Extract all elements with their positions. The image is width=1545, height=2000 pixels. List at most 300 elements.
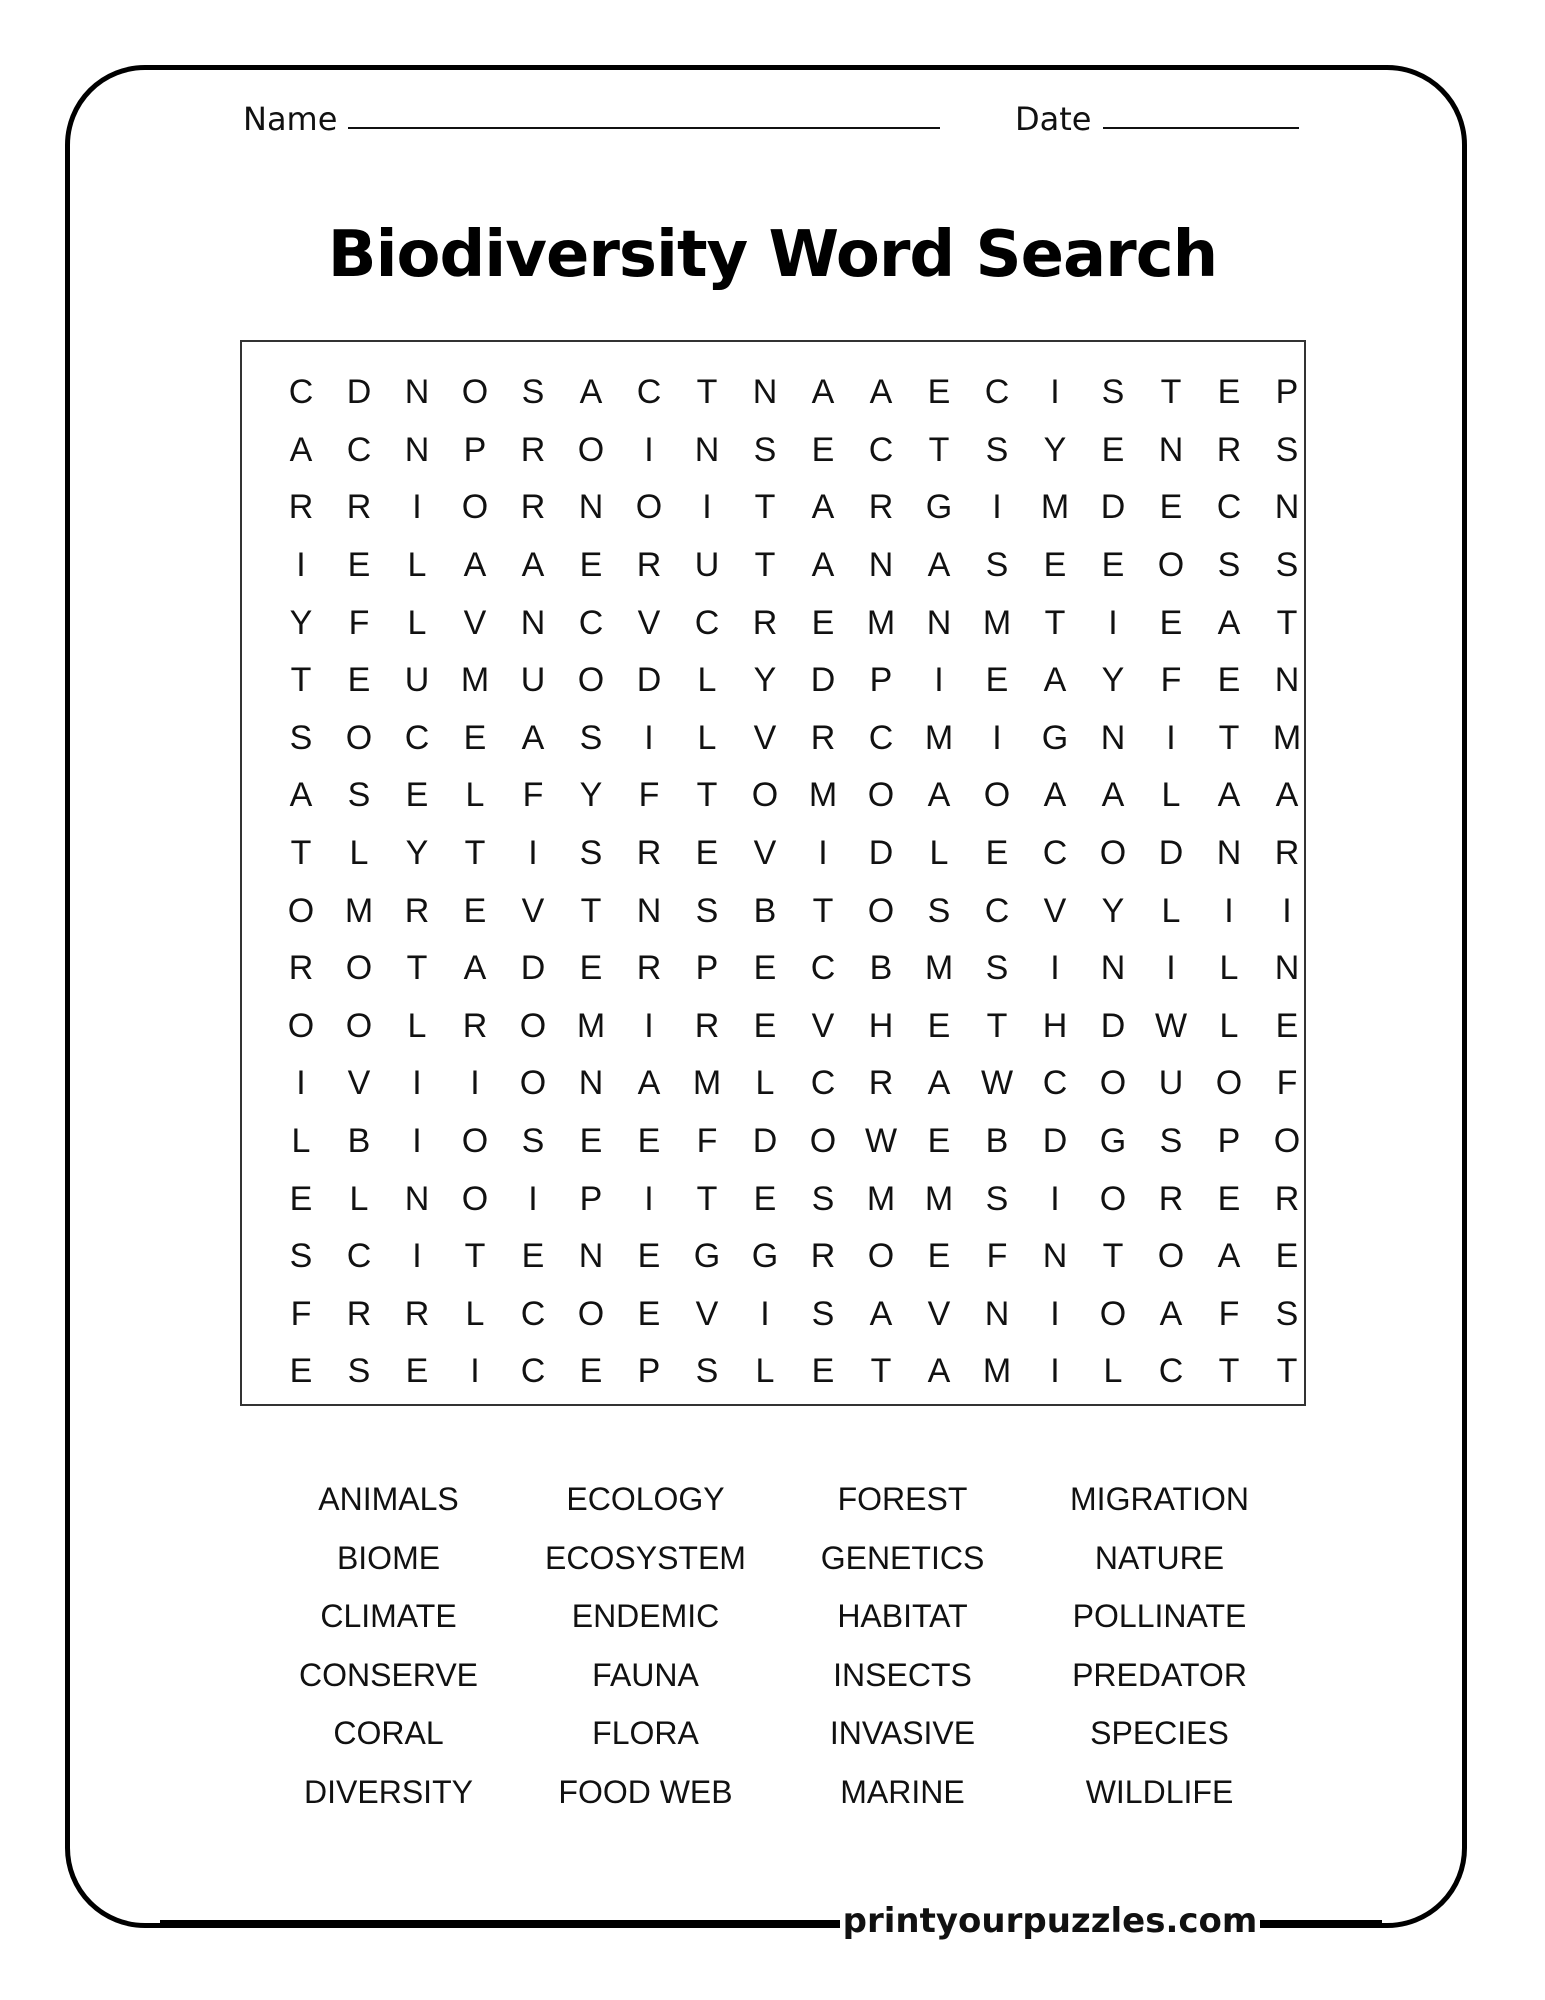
grid-cell: T [812,891,834,930]
word-list-item: FOOD WEB [558,1773,733,1810]
grid-cell: O [461,1122,489,1161]
grid-cell: C [346,1237,372,1276]
grid-cell: Y [1043,430,1067,469]
word-list-item: FOREST [837,1481,968,1517]
grid-cell: V [347,1064,371,1103]
grid-cell: O [287,891,315,930]
grid-cell: M [924,1179,954,1218]
grid-cell: R [404,891,430,930]
grid-cell: M [344,891,374,930]
grid-cell: T [754,488,776,527]
grid-cell: E [579,546,603,585]
grid-cell: O [867,776,895,815]
grid-cell: W [1154,1006,1188,1045]
word-list-item: MARINE [840,1773,965,1810]
grid-cell: L [465,776,485,815]
word-list-item: NATURE [1094,1539,1225,1576]
grid-cell: P [869,661,893,700]
word-list-item: INVASIVE [829,1715,976,1751]
grid-cell: O [1215,1064,1243,1103]
grid-cell: I [470,1064,480,1103]
grid-cell: Y [1101,891,1125,930]
grid-cell: I [1224,891,1234,930]
grid-cell: R [520,488,546,527]
grid-cell: R [520,430,546,469]
grid-cell: U [694,546,720,585]
grid-cell: O [867,891,895,930]
grid-cell: S [521,1122,545,1161]
grid-cell: N [578,1064,604,1103]
grid-cell: R [810,718,836,757]
word-list-item: HABITAT [837,1598,968,1634]
grid-cell: F [1160,661,1182,700]
word-list-item: FAUNA [592,1656,699,1693]
grid-cell: T [1044,603,1066,642]
grid-cell: E [1159,603,1183,642]
grid-cell: L [1161,891,1181,930]
grid-cell: O [519,1064,547,1103]
name-line [348,127,940,129]
word-list-item: WILDLIFE [1085,1773,1234,1810]
grid-cell: C [868,718,894,757]
grid-cell: O [1157,1237,1185,1276]
grid-cell: N [404,430,430,469]
grid-cell: L [1219,1006,1239,1045]
grid-cell: T [696,1179,718,1218]
grid-cell: T [580,891,602,930]
grid-cell: D [346,373,372,412]
grid-cell: F [522,776,544,815]
grid-cell: S [579,834,603,873]
grid-cell: R [636,949,662,988]
grid-cell: P [695,949,719,988]
grid-cell: O [867,1237,895,1276]
grid-cell: C [1042,1064,1068,1103]
grid-cell: C [810,1064,836,1103]
puzzle-grid-box [240,340,1306,1406]
grid-cell: O [461,488,489,527]
word-list-item: MIGRATION [1070,1481,1249,1517]
grid-cell: E [985,834,1009,873]
grid-cell: O [1157,546,1185,585]
grid-cell: I [1050,1179,1060,1218]
grid-cell: U [404,661,430,700]
grid-cell: R [810,1237,836,1276]
grid-cell: O [635,488,663,527]
grid-cell: E [753,1179,777,1218]
grid-cell: N [752,373,778,412]
grid-cell: M [1040,488,1070,527]
grid-cell: C [1042,834,1068,873]
grid-cell: M [982,603,1012,642]
grid-cell: A [1217,1237,1241,1276]
grid-cell: I [412,1122,422,1161]
grid-cell: V [811,1006,835,1045]
grid-cell: D [520,949,546,988]
grid-cell: M [924,949,954,988]
grid-cell: O [751,776,779,815]
grid-cell: C [404,718,430,757]
grid-cell: Y [289,603,313,642]
grid-cell: A [521,546,545,585]
grid-cell: D [1100,1006,1126,1045]
grid-cell: R [288,949,314,988]
word-list-item: CONSERVE [298,1656,478,1693]
grid-cell: L [407,1006,427,1045]
grid-cell: N [868,546,894,585]
grid-cell: E [927,1122,951,1161]
grid-cell: E [927,373,951,412]
grid-cell: R [1216,430,1242,469]
grid-cell: L [465,1294,485,1333]
grid-cell: F [1276,1064,1298,1103]
grid-cell: P [579,1179,603,1218]
grid-cell: T [464,1237,486,1276]
grid-cell: L [929,834,949,873]
grid-cell: A [869,1294,893,1333]
grid-cell: C [636,373,662,412]
grid-cell: P [1217,1122,1241,1161]
grid-cell: A [579,373,603,412]
grid-cell: A [927,1064,951,1103]
grid-cell: Y [579,776,603,815]
grid-cell: T [1218,718,1240,757]
grid-cell: C [694,603,720,642]
grid-cell: D [1158,834,1184,873]
footer-site: printyourpuzzles.com [840,1893,1260,1949]
word-list-item: BIOME [336,1539,441,1576]
grid-cell: B [753,891,777,930]
grid-cell: N [926,603,952,642]
grid-cell: A [1159,1294,1183,1333]
grid-cell: E [1101,430,1125,469]
grid-cell: I [1166,718,1176,757]
grid-cell: V [695,1294,719,1333]
grid-cell: N [1042,1237,1068,1276]
grid-cell: A [521,718,545,757]
grid-cell: I [412,488,422,527]
grid-cell: A [811,373,835,412]
grid-cell: E [637,1237,661,1276]
grid-cell: N [984,1294,1010,1333]
grid-cell: I [644,718,654,757]
grid-cell: R [868,488,894,527]
grid-cell: T [1102,1237,1124,1276]
grid-cell: M [576,1006,606,1045]
grid-cell: L [1103,1352,1123,1391]
grid-cell: S [289,1237,313,1276]
grid-cell: I [1050,1352,1060,1391]
grid-cell: I [1166,949,1176,988]
word-list-item: INSECTS [833,1656,972,1693]
grid-cell: A [463,546,487,585]
grid-cell: U [520,661,546,700]
grid-cell: S [811,1179,835,1218]
grid-cell: T [290,661,312,700]
grid-cell: S [985,546,1009,585]
grid-cell: E [405,776,429,815]
grid-cell: C [346,430,372,469]
grid-cell: O [1099,1294,1127,1333]
grid-cell: I [760,1294,770,1333]
grid-cell: A [1217,776,1241,815]
grid-cell: S [1217,546,1241,585]
grid-cell: C [578,603,604,642]
grid-cell: I [296,546,306,585]
grid-cell: T [290,834,312,873]
grid-cell: N [1216,834,1242,873]
grid-cell: S [985,1179,1009,1218]
grid-cell: S [1101,373,1125,412]
grid-cell: C [1158,1352,1184,1391]
grid-cell: I [644,1179,654,1218]
grid-cell: A [1043,776,1067,815]
grid-cell: S [1275,430,1299,469]
word-list-item: FLORA [592,1715,699,1751]
grid-cell: I [470,1352,480,1391]
grid-cell: Y [405,834,429,873]
word-list-item: GENETICS [820,1539,985,1576]
grid-cell: R [1158,1179,1184,1218]
grid-cell: I [644,430,654,469]
grid-cell: L [1161,776,1181,815]
puzzle-grid [272,364,1316,1401]
grid-cell: T [1160,373,1182,412]
grid-cell: I [528,1179,538,1218]
grid-cell: U [1158,1064,1184,1103]
grid-cell: L [407,546,427,585]
grid-cell: C [868,430,894,469]
grid-cell: T [464,834,486,873]
grid-cell: A [811,546,835,585]
grid-cell: E [1217,1179,1241,1218]
grid-cell: I [412,1237,422,1276]
grid-cell: D [1100,488,1126,527]
grid-cell: O [461,1179,489,1218]
grid-cell: R [636,546,662,585]
grid-cell: S [753,430,777,469]
grid-cell: A [811,488,835,527]
grid-cell: T [754,546,776,585]
grid-cell: E [1101,546,1125,585]
grid-cell: D [1042,1122,1068,1161]
grid-cell: E [347,661,371,700]
grid-cell: E [811,603,835,642]
date-label: Date [1015,100,1092,138]
grid-cell: A [927,776,951,815]
grid-cell: L [755,1352,775,1391]
grid-cell: P [463,430,487,469]
grid-cell: V [753,718,777,757]
grid-cell: T [1276,603,1298,642]
grid-cell: T [986,1006,1008,1045]
grid-cell: O [577,661,605,700]
grid-cell: M [866,603,896,642]
grid-cell: I [992,718,1002,757]
grid-cell: N [694,430,720,469]
grid-cell: Y [753,661,777,700]
grid-cell: O [345,1006,373,1045]
grid-cell: E [463,718,487,757]
grid-cell: F [348,603,370,642]
grid-cell: S [289,718,313,757]
grid-cell: S [1275,546,1299,585]
grid-cell: O [577,1294,605,1333]
grid-cell: L [755,1064,775,1103]
grid-cell: F [290,1294,312,1333]
grid-cell: O [1099,1064,1127,1103]
grid-cell: L [349,1179,369,1218]
date-line [1103,127,1299,129]
grid-cell: E [753,1006,777,1045]
grid-cell: M [924,718,954,757]
grid-cell: T [1276,1352,1298,1391]
grid-cell: M [1272,718,1302,757]
grid-cell: E [521,1237,545,1276]
grid-cell: I [296,1064,306,1103]
grid-cell: E [1275,1237,1299,1276]
grid-cell: A [463,949,487,988]
grid-cell: P [637,1352,661,1391]
grid-cell: C [984,891,1010,930]
word-list-item: ENDEMIC [571,1598,720,1634]
grid-cell: W [864,1122,898,1161]
grid-cell: I [1050,1294,1060,1333]
grid-cell: I [528,834,538,873]
grid-cell: I [934,661,944,700]
grid-cell: E [1159,488,1183,527]
word-list-item: SPECIES [1090,1715,1229,1751]
grid-cell: T [696,776,718,815]
grid-cell: T [928,430,950,469]
grid-cell: L [1219,949,1239,988]
grid-cell: O [983,776,1011,815]
grid-cell: I [702,488,712,527]
grid-cell: M [808,776,838,815]
grid-cell: O [577,430,605,469]
grid-cell: E [579,949,603,988]
grid-cell: N [404,373,430,412]
grid-cell: N [578,1237,604,1276]
grid-cell: O [345,718,373,757]
grid-cell: E [637,1294,661,1333]
grid-cell: T [696,373,718,412]
grid-cell: S [927,891,951,930]
grid-cell: N [1100,718,1126,757]
word-list-item: PREDATOR [1072,1656,1247,1693]
grid-cell: F [1218,1294,1240,1333]
grid-cell: N [636,891,662,930]
footer-rule-right [1260,1920,1382,1925]
grid-cell: E [1043,546,1067,585]
page-title: Biodiversity Word Search [327,218,1218,292]
grid-cell: T [406,949,428,988]
grid-cell: E [811,1352,835,1391]
grid-cell: A [1101,776,1125,815]
grid-cell: N [1274,488,1300,527]
grid-cell: R [346,488,372,527]
grid-cell: R [346,1294,372,1333]
grid-cell: R [1274,1179,1300,1218]
grid-cell: R [1274,834,1300,873]
word-list-item: ECOSYSTEM [545,1539,746,1576]
grid-cell: V [753,834,777,873]
grid-cell: I [992,488,1002,527]
grid-cell: I [644,1006,654,1045]
word-list [260,1470,1290,1821]
grid-cell: N [1100,949,1126,988]
grid-cell: E [927,1237,951,1276]
grid-cell: C [288,373,314,412]
grid-cell: O [1099,1179,1127,1218]
grid-cell: N [1158,430,1184,469]
grid-cell: S [985,430,1009,469]
grid-cell: Y [1101,661,1125,700]
grid-cell: C [520,1352,546,1391]
grid-cell: B [985,1122,1009,1161]
grid-cell: I [412,1064,422,1103]
grid-cell: M [460,661,490,700]
grid-cell: A [289,776,313,815]
grid-cell: N [1274,949,1300,988]
grid-cell: D [636,661,662,700]
word-list-item: DIVERSITY [304,1773,473,1810]
grid-cell: M [692,1064,722,1103]
grid-cell: V [1043,891,1067,930]
grid-cell: T [870,1352,892,1391]
grid-cell: A [289,430,313,469]
grid-cell: F [638,776,660,815]
word-list-item: CLIMATE [320,1598,457,1634]
grid-cell: A [869,373,893,412]
grid-cell: E [579,1122,603,1161]
grid-cell: D [810,661,836,700]
grid-cell: I [1050,373,1060,412]
grid-cell: R [694,1006,720,1045]
grid-cell: R [868,1064,894,1103]
word-list-item: ECOLOGY [566,1481,725,1517]
grid-cell: N [578,488,604,527]
grid-cell: E [579,1352,603,1391]
grid-cell: I [1050,949,1060,988]
grid-cell: A [1217,603,1241,642]
grid-cell: W [980,1064,1014,1103]
grid-cell: I [1282,891,1292,930]
grid-cell: E [811,430,835,469]
grid-cell: O [345,949,373,988]
grid-cell: M [866,1179,896,1218]
name-label: Name [243,100,338,138]
grid-cell: S [1275,1294,1299,1333]
grid-cell: C [520,1294,546,1333]
grid-cell: S [347,776,371,815]
grid-cell: F [986,1237,1008,1276]
grid-cell: G [925,488,953,527]
grid-cell: S [347,1352,371,1391]
grid-cell: R [636,834,662,873]
grid-cell: L [291,1122,311,1161]
grid-cell: H [868,1006,894,1045]
grid-cell: G [1041,718,1069,757]
grid-cell: O [1099,834,1127,873]
grid-cell: C [810,949,836,988]
word-list-item: CORAL [333,1715,444,1751]
grid-cell: V [927,1294,951,1333]
grid-cell: P [1275,373,1299,412]
grid-cell: E [1217,661,1241,700]
grid-cell: V [521,891,545,930]
grid-cell: S [695,1352,719,1391]
